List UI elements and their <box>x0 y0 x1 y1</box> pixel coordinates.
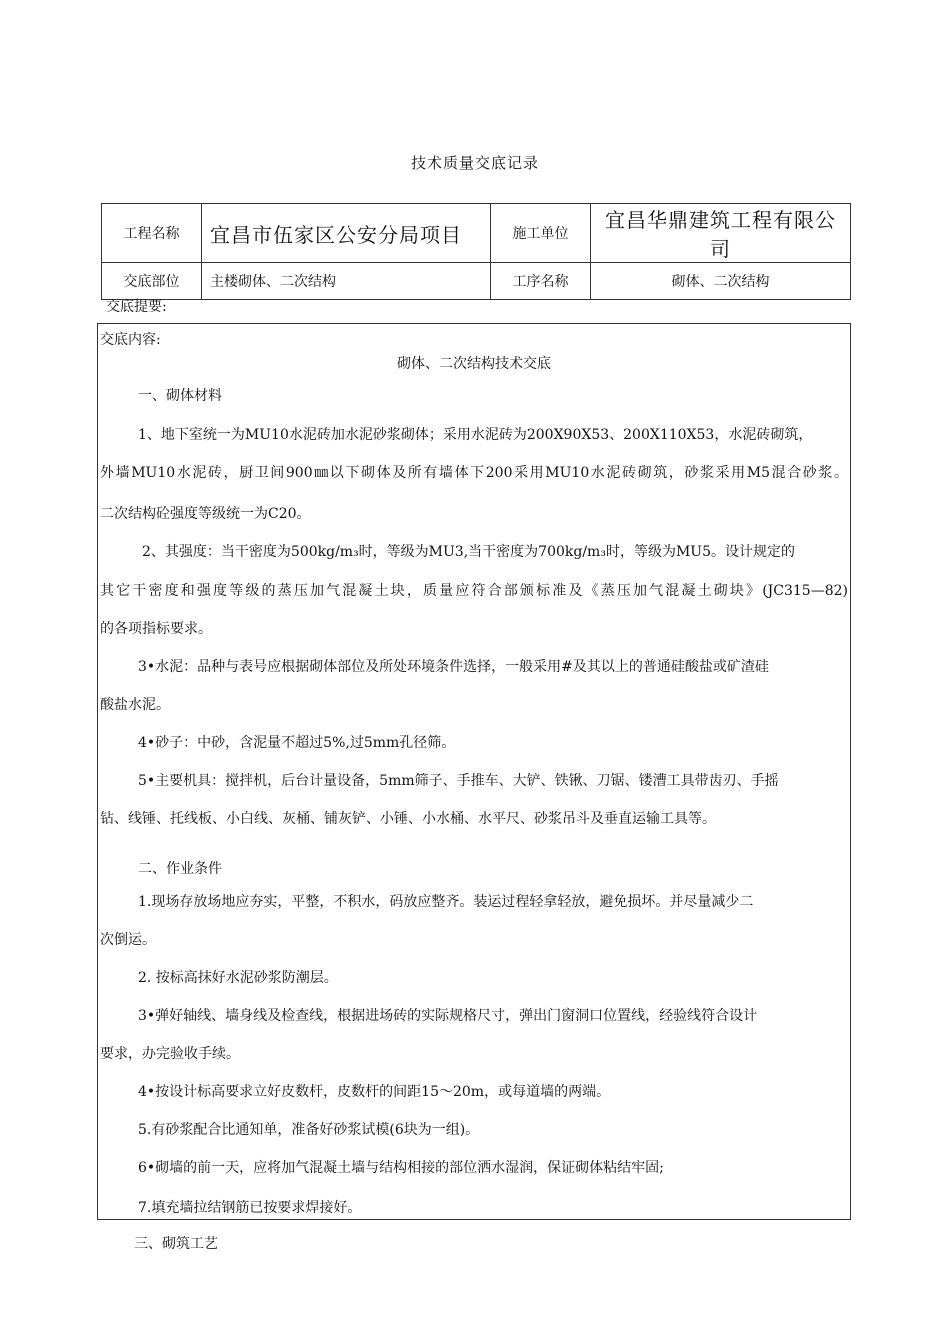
paragraph-3-line-1: 3•水泥：品种与表号应根据砌体部位及所处环境条件选择，一般采用#及其以上的普通硅酸盐或矿渣硅 <box>138 659 769 675</box>
header-row-2 <box>102 263 851 300</box>
condition-2: 2. 按标高抹好水泥砂浆防潮层。 <box>138 970 338 986</box>
condition-3-line-1: 3•弹好轴线、墙身线及检查线，根据进场砖的实际规格尺寸，弹出门窗洞口位置线，经验线符合设计 <box>138 1008 758 1024</box>
condition-7: 7.填充墙拉结钢筋已按要求焊接好。 <box>138 1200 362 1216</box>
contractor-label: 施工单位 <box>491 204 591 263</box>
condition-3-line-2: 要求，办完验收手续。 <box>100 1046 240 1062</box>
paragraph-4: 4•砂子：中砂，含泥量不超过5%,过5mm孔径筛。 <box>138 735 456 751</box>
condition-4: 4•按设计标高要求立好皮数杆，皮数杆的间距15〜20m，或每道墙的两端。 <box>138 1084 611 1100</box>
paragraph-1-line-3: 二次结构砼强度等级统一为C20。 <box>100 506 311 522</box>
paragraph-2-line-1: 2、其强度：当干密度为500kg/m₃时，等级为MU3,当干密度为700kg/m₃时，等级为MU5。设计规定的 <box>142 544 795 560</box>
paragraph-1-line-2: 外墙MU10水泥砖，厨卫间900㎜以下砌体及所有墙体下200采用MU10水泥砖砌筑，砂浆采用M5混合砂浆。 <box>100 465 848 481</box>
paragraph-5-line-1: 5•主要机具：搅拌机，后台计量设备，5mm筛子、手推车、大铲、铁锹、刀锯、镂漕工具带齿刃、手摇 <box>138 773 779 789</box>
process-value: 砌体、二次结构 <box>591 263 851 300</box>
section-3-heading: 三、砌筑工艺 <box>134 1236 218 1252</box>
paragraph-3-line-2: 酸盐水泥。 <box>100 697 170 713</box>
project-name-label: 工程名称 <box>102 204 202 263</box>
condition-6: 6•砌墙的前一天，应将加气混凝土墙与结构相接的部位洒水湿润，保证砌体粘结牢固; <box>138 1160 664 1176</box>
content-label: 交底内容: <box>100 332 161 348</box>
paragraph-1-line-1: 1、地下室统一为MU10水泥砖加水泥砂浆砌体；采用水泥砖为200X90X53、200X110X53，水泥砖砌筑， <box>138 427 813 443</box>
content-box <box>97 323 851 1220</box>
paragraph-2-line-2: 其它干密度和强度等级的蒸压加气混凝土块，质量应符合部颁标准及《蒸压加气混凝土砌块》(JC315—82) <box>100 583 848 599</box>
content-title: 砌体、二次结构技术交底 <box>397 356 551 372</box>
project-name-value: 宜昌市伍家区公安分局项目 <box>202 204 491 263</box>
part-label: 交底部位 <box>102 263 202 300</box>
section-1-heading: 一、砌体材料 <box>138 388 222 404</box>
condition-1-line-1: 1.现场存放场地应夯实，平整，不积水，码放应整齐。装运过程轻拿轻放，避免损坏。并尽量减少二 <box>138 894 754 910</box>
header-table <box>101 203 851 300</box>
header-row-1 <box>102 204 851 263</box>
process-label: 工序名称 <box>491 263 591 300</box>
summary-label: 交底提要: <box>106 299 167 315</box>
paragraph-5-line-2: 钻、线锤、托线板、小白线、灰桶、铺灰铲、小锤、小水桶、水平尺、砂浆吊斗及垂直运输工具等。 <box>100 811 716 827</box>
document-title: 技术质量交底记录 <box>410 154 539 172</box>
part-value: 主楼砌体、二次结构 <box>202 263 491 300</box>
condition-5: 5.有砂浆配合比通知单，准备好砂浆试模(6块为一组)。 <box>138 1122 480 1138</box>
section-2-heading: 二、作业条件 <box>138 861 222 877</box>
condition-1-line-2: 次倒运。 <box>100 932 156 948</box>
contractor-value: 宜昌华鼎建筑工程有限公司 <box>591 204 851 263</box>
paragraph-2-line-3: 的各项指标要求。 <box>100 621 212 637</box>
